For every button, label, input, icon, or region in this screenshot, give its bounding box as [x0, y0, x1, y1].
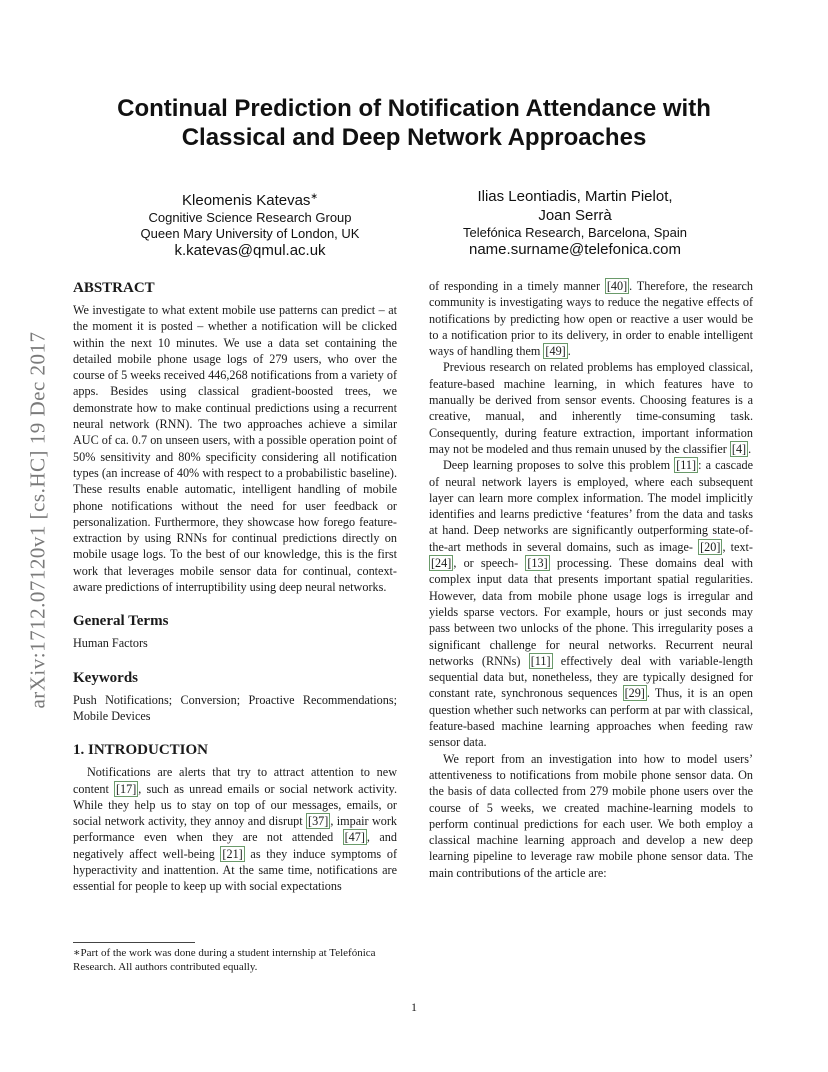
citation-link[interactable]: [4] — [731, 441, 747, 456]
intro-paragraph — [429, 457, 753, 750]
title-line-1: Continual Prediction of Notification Attendance with — [117, 95, 711, 122]
citation-link[interactable]: [21] — [222, 846, 243, 861]
text-run: Notifications are alerts that try to attract attention to new content — [73, 765, 397, 796]
author-name: Ilias Leontiadis, Martin Pielot, — [477, 188, 673, 205]
citation-link[interactable]: [11] — [530, 653, 551, 668]
text-run: Deep learning proposes to solve this problem — [443, 458, 675, 473]
citation-link[interactable]: [24] — [431, 556, 452, 571]
citation-link[interactable]: [40] — [606, 279, 628, 293]
intro-paragraph: We report from an investigation into how to model users’ attentiveness to notifications from mobile phone sensor data. On the basis of data collected from 279 mobile phone users over the course of 5 weeks, we created machine-learning models to perform continual predictions for each user. We both employ a classical machine learning approach and develop a new deep learning pipeline to leverage raw mobile phone sensor data. The main contributions of the article are: — [429, 751, 753, 880]
intro-paragraph — [429, 278, 753, 359]
arxiv-identifier-text: arXiv:1712.07120v1 [cs.HC] 19 Dec 2017 — [25, 331, 50, 709]
text-run: , impair work performance even when they are not attended — [73, 814, 397, 845]
author-block-2 — [425, 187, 725, 259]
citation-link[interactable]: [13] — [527, 556, 548, 571]
right-column — [429, 278, 753, 881]
author-email[interactable]: name.surname@telefonica.com — [469, 241, 681, 258]
general-terms-text: Human Factors — [73, 636, 148, 651]
citation-link[interactable]: [20] — [700, 539, 721, 554]
author-affiliation: Telefónica Research, Barcelona, Spain — [462, 225, 688, 240]
author-affiliation: Queen Mary University of London, UK — [140, 226, 360, 241]
author-email[interactable]: k.katevas@qmul.ac.uk — [174, 242, 326, 259]
citation-link[interactable]: [47] — [344, 830, 365, 845]
text-run: as they induce symptoms of hyperactivity and inattention. At the same time, notifications are essential for people to keep up with social expectations — [73, 846, 397, 894]
author-footnote-mark: ∗ — [310, 191, 318, 201]
citation-link[interactable]: [11] — [676, 458, 697, 473]
text-run: , and negatively affect well-being — [73, 830, 397, 861]
text-run: , such as unread emails or social network activity. While they help us to stay on top of our messages, emails, or social network activity, they annoy and disrupt — [73, 781, 397, 829]
author-name: Joan Serrà — [538, 207, 612, 224]
text-run: . Thus, it is an open question whether such networks can perform at par with classical, feature-based machine learning approaches when feeding raw sensor data. — [429, 686, 753, 750]
keywords-heading: Keywords — [73, 669, 138, 686]
paper-title — [60, 94, 768, 152]
citation-link[interactable]: [37] — [308, 814, 329, 829]
introduction-heading: 1. INTRODUCTION — [73, 742, 209, 759]
page-number: 1 — [411, 1000, 417, 1014]
intro-paragraph — [429, 359, 753, 457]
text-run: Previous research on related problems has employed classical, feature-based machine learning, in which features have to manually be derived from sensor events. Choosing features is a creative, manual, and inherently time-consuming task. Consequently, during feature extraction, important information may not be modeled and thus remain unused by the classifier — [429, 360, 753, 456]
abstract-heading: ABSTRACT — [73, 280, 155, 296]
text-run: effectively deal with variable-length sequential data but, nonetheless, they are typically designed for constant rate, synchronous sequences — [429, 653, 753, 701]
text-run: processing. These domains deal with complex input data that presents important spatial regularities. However, data from mobile phone usage logs is irregular and yields sparse vectors. For example, hours or just seconds may pass between two unlocks of the phone. This irregularity poses a significant challenge for neural networks. Recurrent neural networks (RNNs) — [429, 556, 753, 668]
footnote-rule — [73, 942, 195, 943]
text-run: of responding in a timely manner — [429, 279, 605, 293]
text-run: . Therefore, the research community is investigating ways to reduce the negative effects of notifications by predicting how open or reactive a user would be to a notification prior to its delivery, in order to enable intelligent ways of handling them — [429, 279, 753, 359]
general-terms-heading: General Terms — [73, 613, 169, 630]
footnote-text: Part of the work was done during a student internship at Telefónica Research. All authors contributed equally. — [73, 947, 376, 973]
author-name: Kleomenis Katevas — [182, 192, 311, 209]
footnote-mark: ∗ — [73, 947, 81, 959]
intro-paragraph — [73, 764, 397, 894]
text-run: , or speech- — [453, 556, 526, 571]
citation-link[interactable]: [29] — [624, 686, 645, 701]
text-run: , text- — [722, 539, 753, 554]
citation-link[interactable]: [17] — [115, 781, 137, 796]
text-run: . — [748, 441, 752, 456]
author-affiliation: Cognitive Science Research Group — [148, 210, 352, 225]
footnote — [73, 942, 397, 974]
text-run: . — [567, 344, 571, 359]
keywords-text: Push Notifications; Conversion; Proactive Recommendations; Mobile Devices — [73, 692, 397, 723]
left-column — [73, 278, 397, 895]
abstract-text: We investigate to what extent mobile use patterns can predict – at the moment it is posted – whether a notification will be clicked within the next 10 minutes. We use a data set containing the detailed mobile phone usage logs of 279 users, who over the course of 5 weeks received 446,268 notifications from a variety of apps. Besides using classical gradient-boosted trees, we demonstrate how to make continual predictions using a recurrent neural network (RNN). The two approaches achieve a similar AUC of ca. 0.7 on unseen users, with a possible operation point of 50% sensitivity and 80% specificity considering all notification types (an increase of 40% with respect to a probabilistic baseline). These results enable automatic, intelligent handling of mobile phone notifications without the need for user feedback or personalization. Furthermore, they showcase how forego feature-extraction by using RNNs for continual predictions directly on mobile usage logs. To the best of our knowledge, this is the first work that leverages mobile sensor data for continual, context-aware predictions of interruptibility using deep neural networks. — [73, 303, 397, 595]
author-block-1 — [100, 187, 400, 260]
citation-link[interactable]: [49] — [545, 344, 566, 359]
title-line-2: Classical and Deep Network Approaches — [181, 124, 647, 151]
arxiv-identifier — [22, 280, 54, 760]
text-run: : a cascade of neural network layers is employed, where each subsequent layer can learn more complex information. The model implicitly identifies and learns predictive ‘features’ from the data and tasks at hand. Deep networks are significantly outperforming state-of-the-art methods in several domains, such as image- — [429, 458, 753, 554]
